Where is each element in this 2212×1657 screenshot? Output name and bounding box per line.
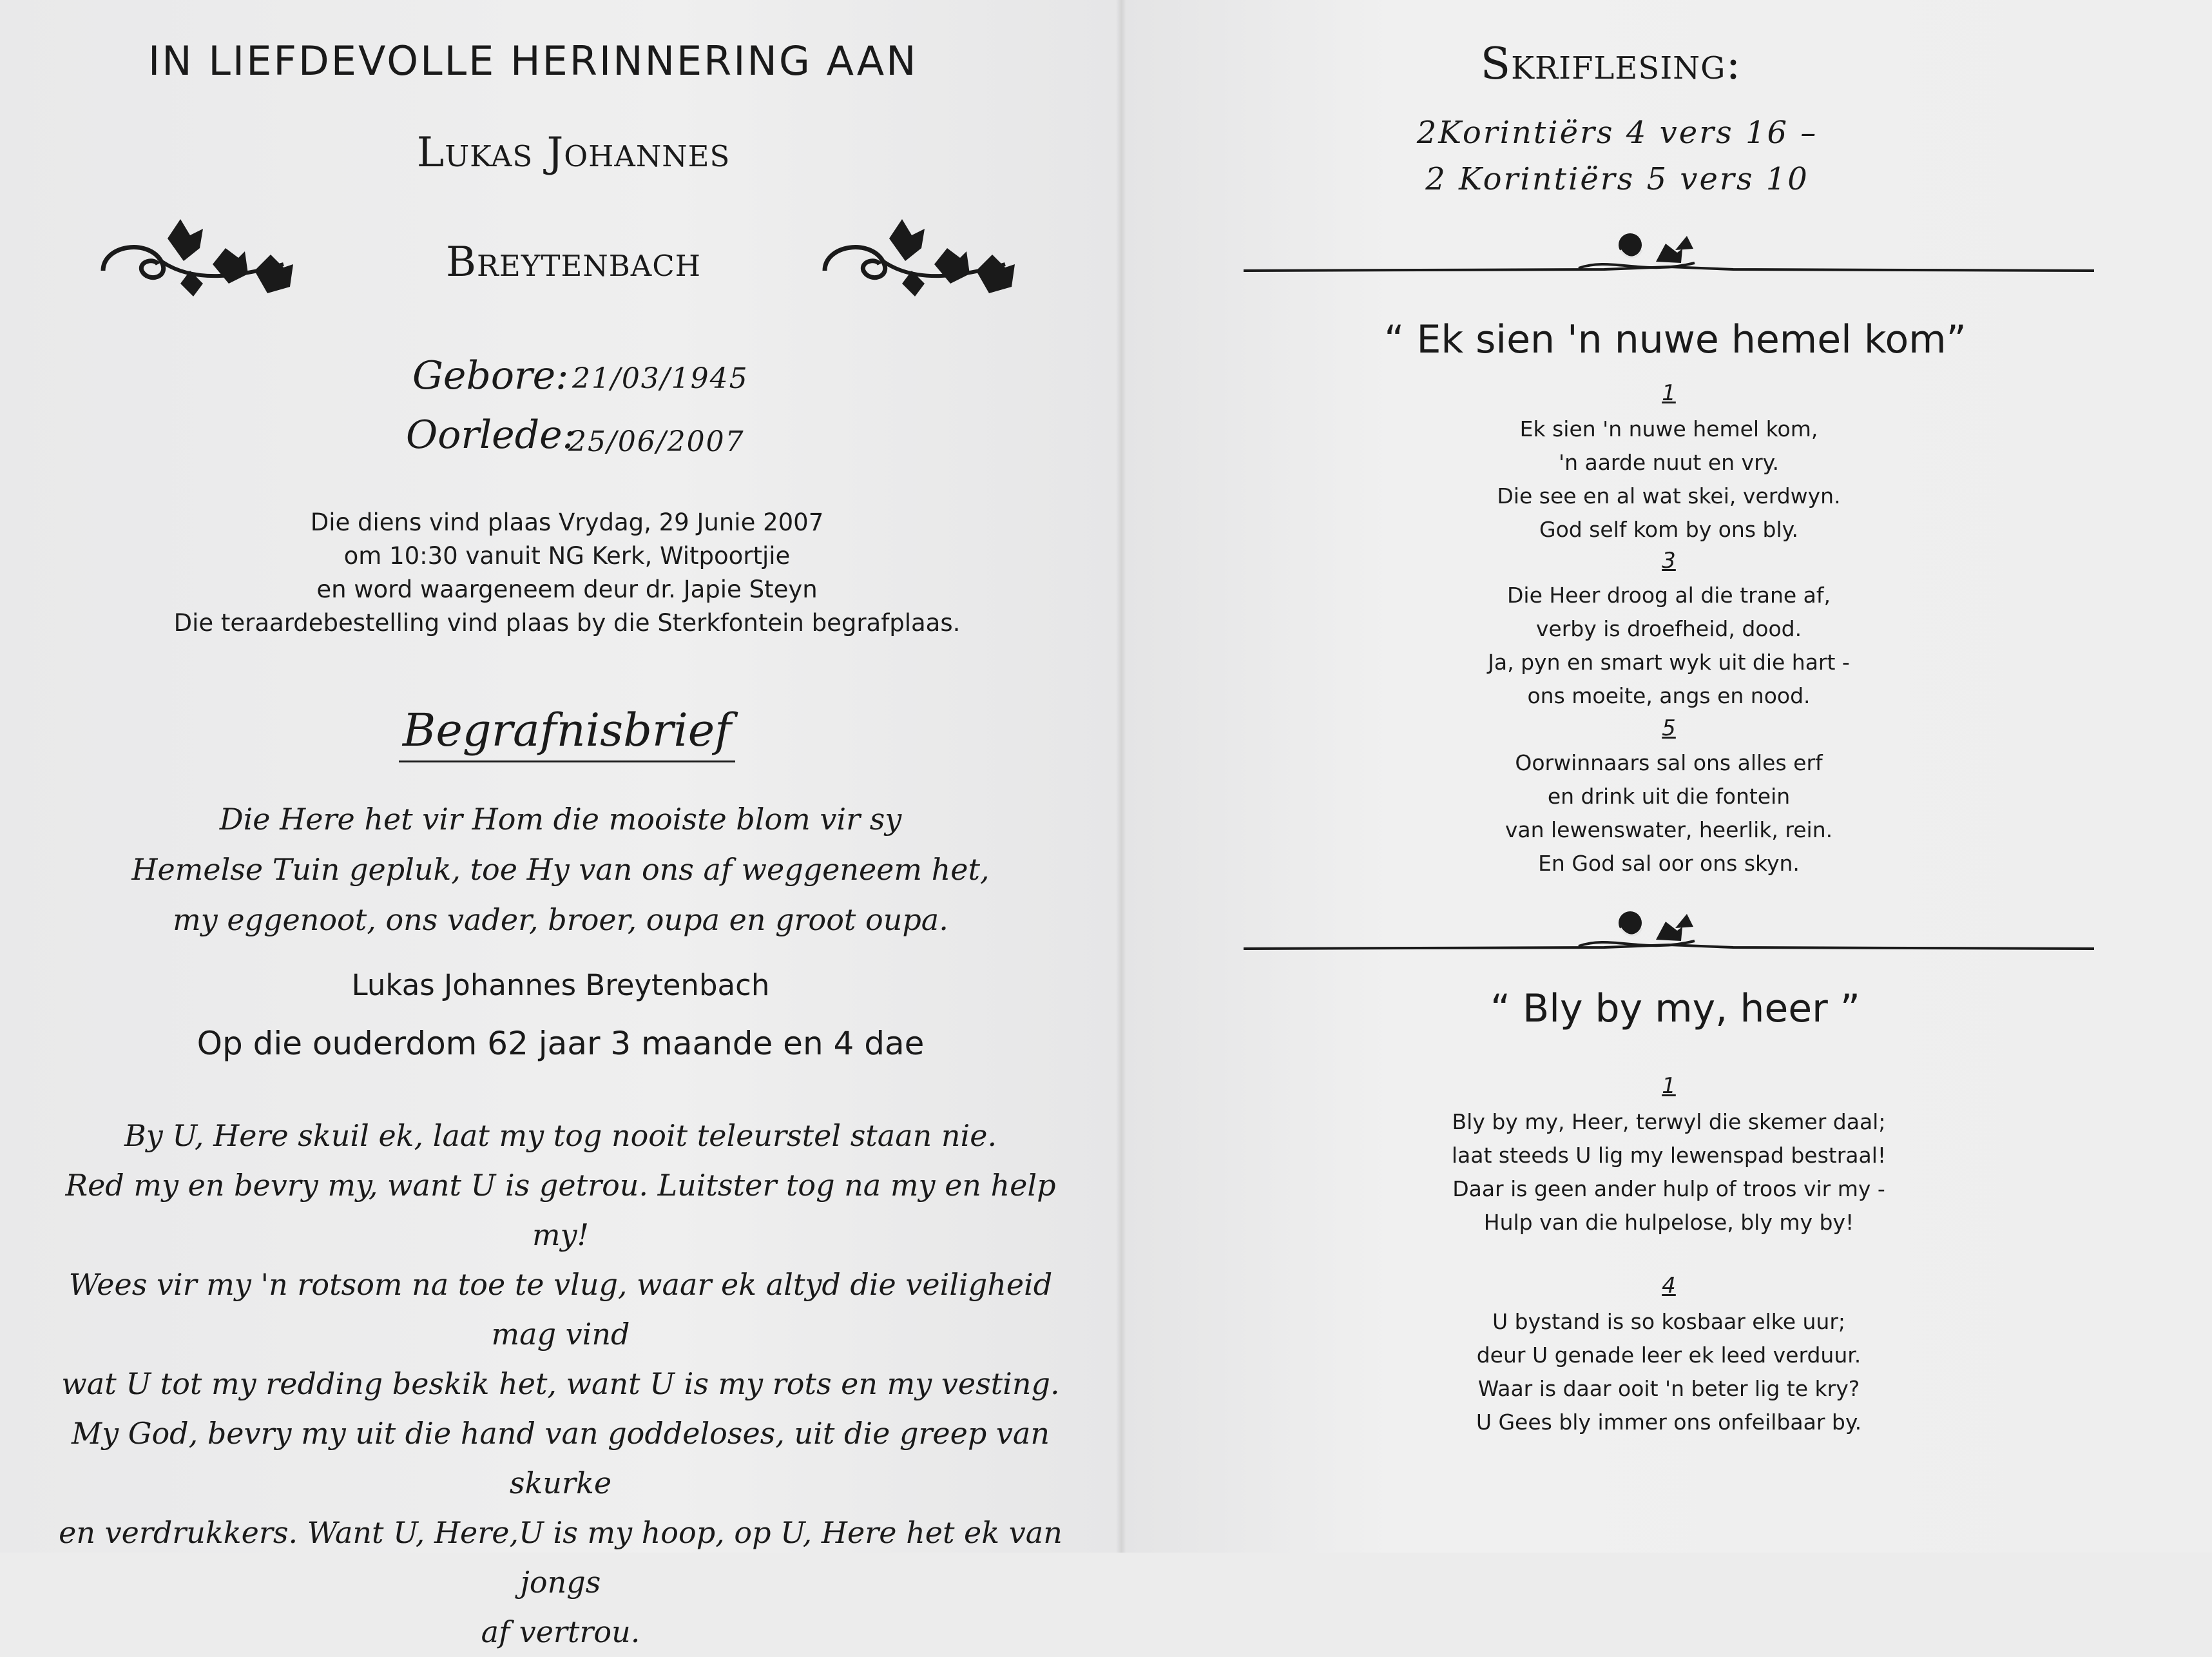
verse-line: Oorwinnaars sal ons alles erf bbox=[1515, 750, 1823, 775]
died-date: 25/06/2007 bbox=[568, 425, 745, 458]
verse-number: 3 bbox=[1662, 548, 1676, 574]
psalm-line: My God, bevry my uit die hand van goddeloses, uit die greep van skurke bbox=[72, 1416, 1050, 1500]
vine-leaf-ornament-icon bbox=[812, 200, 1031, 309]
page-fold bbox=[1116, 0, 1126, 1553]
letter-name: Lukas Johannes Breytenbach bbox=[351, 968, 770, 1002]
hymn-verse bbox=[1379, 1105, 1959, 1239]
verse-line: Die see en al wat skei, verdwyn. bbox=[1497, 483, 1841, 509]
verse-line: van lewenswater, heerlik, rein. bbox=[1505, 817, 1833, 842]
born-date: 21/03/1945 bbox=[572, 362, 749, 395]
memorial-heading: IN LIEFDEVOLLE HERINNERING AAN bbox=[148, 37, 918, 84]
verse-line: Ja, pyn en smart wyk uit die hart - bbox=[1488, 650, 1850, 675]
verse-line: Die Heer droog al die trane af, bbox=[1506, 583, 1831, 608]
psalm-line: Wees vir my 'n rotsom na toe te vlug, waar ek altyd die veiligheid mag vind bbox=[68, 1267, 1053, 1352]
verse-number: 1 bbox=[1662, 1073, 1676, 1099]
hymn-verse bbox=[1379, 579, 1959, 713]
rose-icon bbox=[1579, 233, 1695, 268]
psalm-line: af vertrou. bbox=[481, 1614, 640, 1649]
born-label: Gebore: bbox=[412, 353, 569, 398]
hymn-verse bbox=[1379, 1305, 1959, 1439]
letter-body bbox=[52, 794, 1070, 945]
psalm-line: By U, Here skuil ek, laat my tog nooit teleurstel staan nie. bbox=[124, 1118, 997, 1153]
hymn-title: “ Bly by my, heer ” bbox=[1490, 986, 1860, 1031]
verse-line: Bly by my, Heer, terwyl die skemer daal; bbox=[1452, 1109, 1886, 1134]
hymn-verse bbox=[1379, 746, 1959, 880]
verse-number: 1 bbox=[1662, 380, 1676, 406]
reading-heading: Skriflesing: bbox=[1480, 39, 1742, 90]
rose-divider bbox=[1244, 231, 2094, 282]
letter-age: Op die ouderdom 62 jaar 3 maande en 4 dae bbox=[197, 1025, 925, 1062]
hymn-verse bbox=[1379, 412, 1959, 547]
psalm-line: en verdrukkers. Want U, Here,U is my hoop, op U, Here het ek van jongs bbox=[59, 1515, 1063, 1600]
verse-number: 5 bbox=[1662, 715, 1676, 741]
verse-line: En God sal oor ons skyn. bbox=[1538, 851, 1800, 876]
verse-line: laat steeds U lig my lewenspad bestraal! bbox=[1451, 1143, 1887, 1168]
service-line: en word waargeneem deur dr. Japie Steyn bbox=[316, 576, 818, 603]
verse-line: Hulp van die hulpelose, bly my by! bbox=[1483, 1210, 1854, 1235]
verse-line: deur U genade leer ek leed verduur. bbox=[1476, 1342, 1861, 1368]
died-label: Oorlede: bbox=[406, 412, 575, 458]
deceased-name-line1: Lukas Johannes bbox=[416, 129, 731, 177]
reading-reference: 2 Korintiërs 5 vers 10 bbox=[1425, 161, 1809, 197]
letter-heading: Begrafnisbrief bbox=[290, 704, 844, 757]
hymn-title: “ Ek sien 'n nuwe hemel kom” bbox=[1384, 317, 1967, 362]
verse-line: Waar is daar ooit 'n beter lig te kry? bbox=[1477, 1376, 1860, 1401]
verse-line: U Gees bly immer ons onfeilbaar by. bbox=[1476, 1410, 1862, 1435]
letter-line: Die Here het vir Hom die mooiste blom vir sy bbox=[219, 802, 902, 837]
service-line: Die teraardebestelling vind plaas by die Sterkfontein begrafplaas. bbox=[173, 609, 961, 637]
vine-leaf-ornament-icon bbox=[90, 200, 309, 309]
verse-line: Ek sien 'n nuwe hemel kom, bbox=[1519, 416, 1818, 441]
service-line: Die diens vind plaas Vrydag, 29 Junie 2007 bbox=[310, 509, 824, 536]
verse-line: 'n aarde nuut en vry. bbox=[1559, 450, 1779, 475]
psalm-line: wat U tot my redding beskik het, want U is my rots en my vesting. bbox=[61, 1366, 1060, 1401]
verse-line: Daar is geen ander hulp of troos vir my - bbox=[1452, 1176, 1885, 1201]
psalm-line: Red my en bevry my, want U is getrou. Luitster tog na my en help my! bbox=[65, 1168, 1056, 1252]
letter-line: Hemelse Tuin gepluk, toe Hy van ons af weggeneem het, bbox=[131, 852, 990, 887]
psalm-text bbox=[39, 1111, 1082, 1657]
verse-line: U bystand is so kosbaar elke uur; bbox=[1492, 1309, 1846, 1334]
deceased-name-line2: Breytenbach bbox=[446, 238, 701, 286]
service-details bbox=[110, 506, 1024, 640]
service-line: om 10:30 vanuit NG Kerk, Witpoortjie bbox=[343, 542, 791, 570]
verse-line: God self kom by ons bly. bbox=[1539, 517, 1798, 542]
rose-divider bbox=[1244, 909, 2094, 960]
verse-number: 4 bbox=[1662, 1273, 1676, 1299]
verse-line: en drink uit die fontein bbox=[1547, 784, 1791, 809]
verse-line: ons moeite, angs en nood. bbox=[1527, 683, 1811, 708]
letter-line: my eggenoot, ons vader, broer, oupa en groot oupa. bbox=[173, 902, 948, 937]
verse-line: verby is droefheid, dood. bbox=[1535, 616, 1802, 641]
rose-icon bbox=[1579, 911, 1695, 946]
reading-reference: 2Korintiërs 4 vers 16 – bbox=[1416, 115, 1818, 151]
